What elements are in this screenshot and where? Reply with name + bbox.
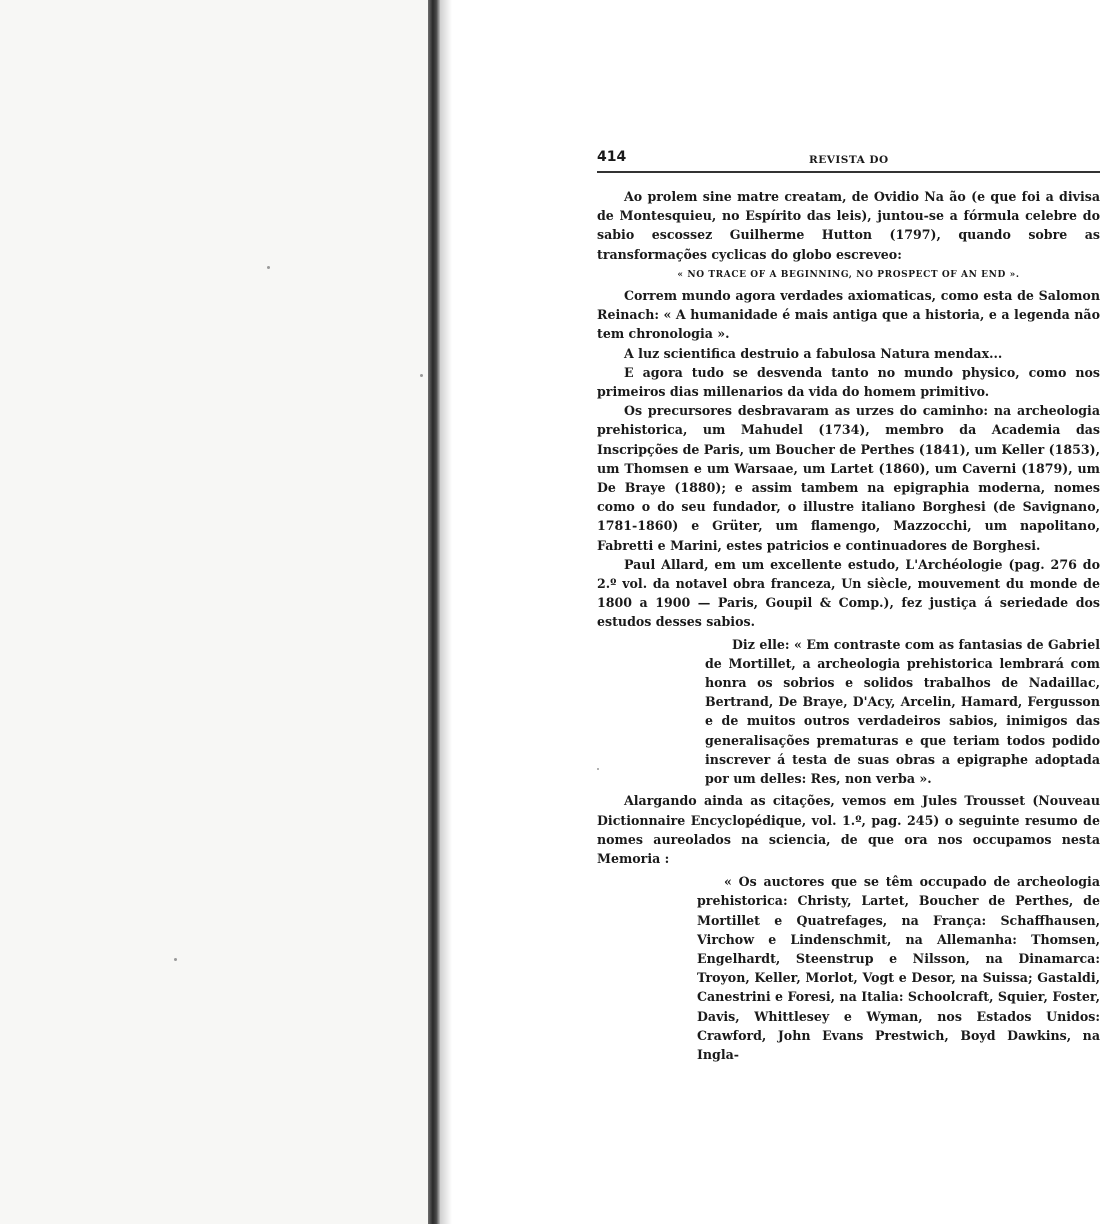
paragraph: E agora tudo se desvenda tanto no mundo physico, como nos primeiros dias millenarios da vida do homem primitivo.: [597, 364, 1100, 400]
paper-speck: [420, 374, 423, 377]
paragraph: Ao prolem sine matre creatam, de Ovidio Na ão (e que foi a divisa de Montesquieu, no Espírito das leis), juntou-se a fórmula celebre do sabio escossez Guilherme Hutton (1797), quando sobre as transformações cyclicas do globo escreveo:: [597, 189, 1100, 262]
paragraph: Os precursores desbravaram as urzes do caminho: na archeologia prehistorica, um Mahudel (1734), membro da Academia das Inscripções de Paris, um Boucher de Perthes (1841), um Keller (1853), um Thomsen e um Warsaae, um Lartet (1860), um Caverni (1879), um De Braye (1880); e assim tambem na epigraphia moderna, nomes como o do seu fundador, o illustre italiano Borghesi (de Savignano, 1781-1860) e Grüter, um flamengo, Mazzocchi, um napolitano, Fabretti e Marini, estes patricios e continuadores de Borghesi.: [597, 403, 1100, 553]
page-body: [597, 187, 1100, 1064]
paragraph: Paul Allard, em um excellente estudo, L'Archéologie (pag. 276 do 2.º vol. da notavel obra franceza, Un siècle, mouvement du monde de 1800 a 1900 — Paris, Goupil & Comp.), fez justiça á seriedade dos estudos desses sabios.: [597, 556, 1100, 630]
paragraph: A luz scientifica destruio a fabulosa Natura mendax...: [624, 345, 1003, 361]
paper-speck: [267, 266, 270, 269]
book-gutter-highlight: [440, 0, 452, 1224]
book-gutter-shadow: [428, 0, 440, 1224]
paragraph: Alargando ainda as citações, vemos em Jules Trousset (Nouveau Dictionnaire Encyclopédique, vol. 1.º, pag. 245) o seguinte resumo de nomes aureolados na sciencia, de que ora nos occupamos nesta Memoria :: [597, 793, 1100, 866]
block-quote: « Os auctores que se têm occupado de archeologia prehistorica: Christy, Lartet, Boucher de Perthes, de Mortillet e Quatrefages, na França: Schaffhausen, Virchow e Lindenschmit, na Allemanha: Thomsen, Engelhardt, Steenstrup e Nilsson, na Dinamarca: Troyon, Keller, Morlot, Vogt e Desor, na Suissa; Gastaldi, Canestrini e Foresi, na Italia: Schoolcraft, Squier, Foster, Davis, Whittlesey e Wyman, nos Estados Unidos: Crawford, John Evans Prestwich, Boyd Dawkins, na Ingla-: [697, 874, 1100, 1062]
blank-left-page: [0, 0, 432, 1224]
block-quote: Diz elle: « Em contraste com as fantasias de Gabriel de Mortillet, a archeologia prehistorica lembrará com honra os sobrios e solidos trabalhos de Nadaillac, Bertrand, De Braye, D'Acy, Arcelin, Hamard, Fergusson e de muitos outros verdadeiros sabios, inimigos das generalisações prematuras e que teriam todos podido inscrever á testa de suas obras a epigraphe adoptada por um delles: Res, non verba ».: [705, 636, 1100, 787]
running-head: [597, 145, 1100, 173]
paragraph: Correm mundo agora verdades axiomaticas, como esta de Salomon Reinach: « A humanidade é mais antiga que a historia, e a legenda não tem chronologia ».: [597, 288, 1100, 342]
page-number: 414: [597, 149, 627, 165]
text-page: [597, 145, 1100, 1064]
epigraph-quote: « NO TRACE OF A BEGINNING, NO PROSPECT OF AN END ».: [677, 269, 1020, 280]
paper-speck: [174, 958, 177, 961]
running-head-title: REVISTA DO: [809, 154, 889, 166]
